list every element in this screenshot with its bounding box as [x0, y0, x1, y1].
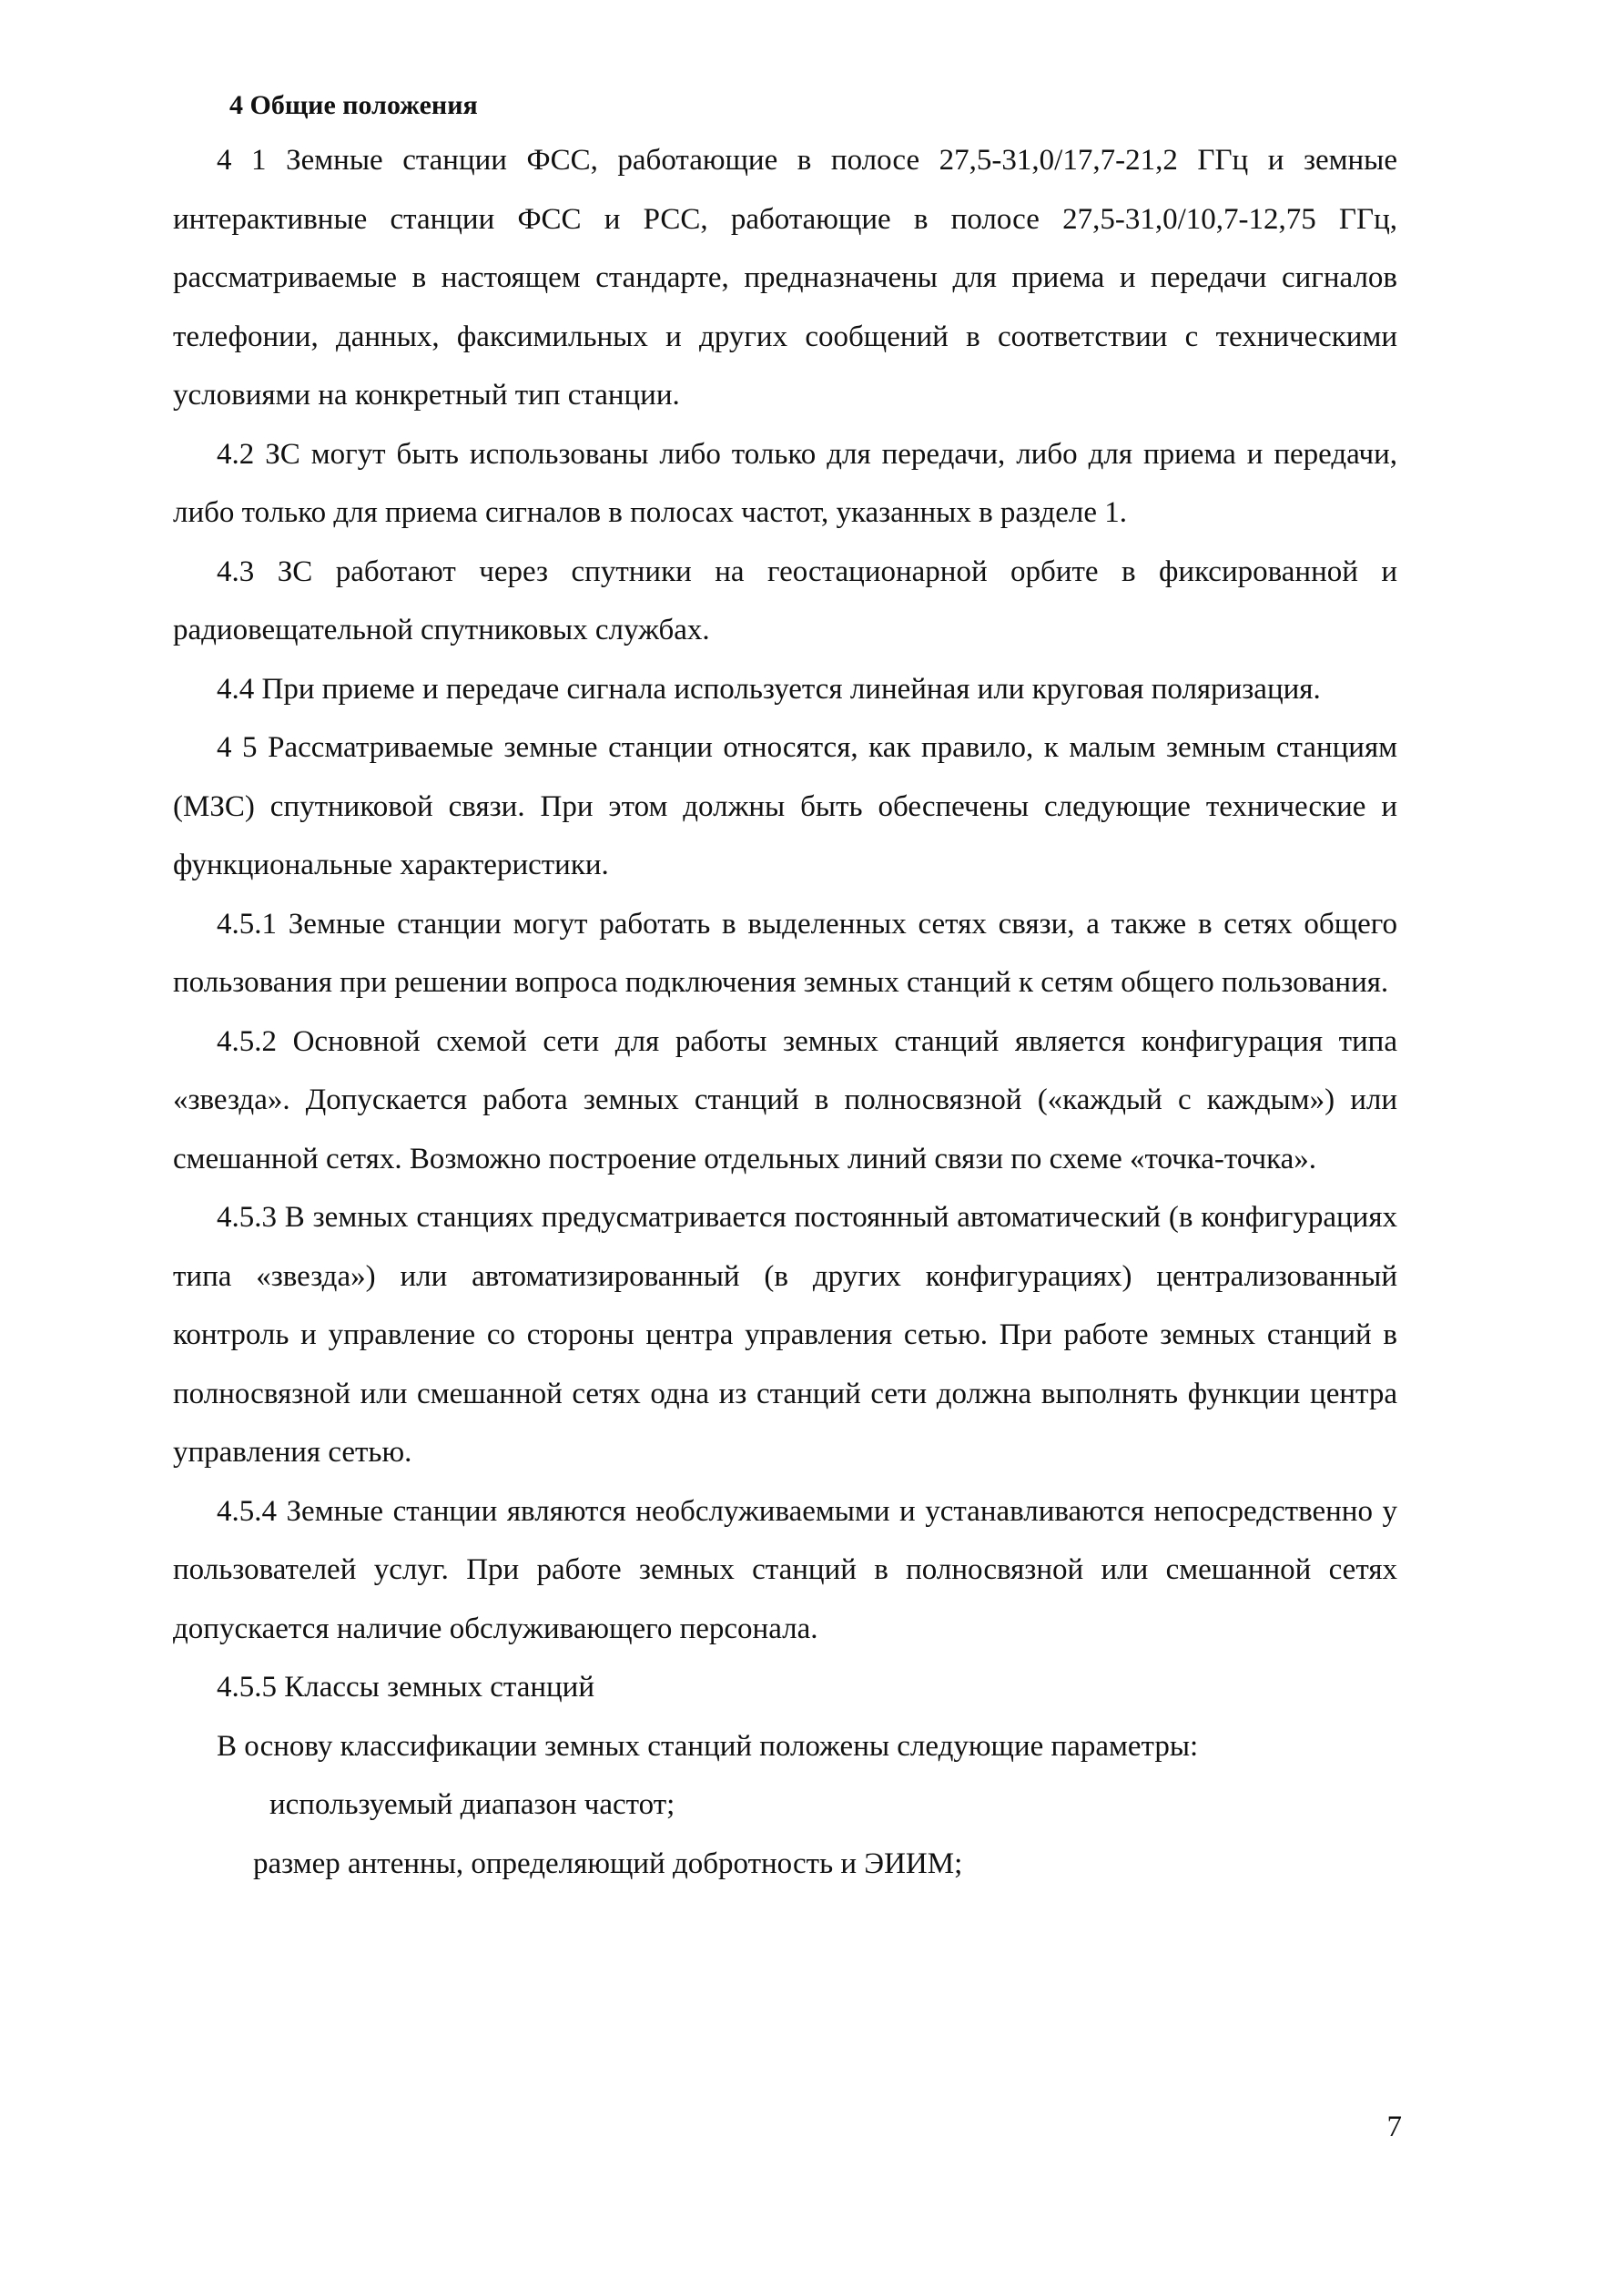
paragraph-4-5-2: 4.5.2 Основной схемой сети для работы земных станций является конфигурация типа «звезда». Допускается работа земных станций в полносвязной («каждый с каждым») или смешанной сетях. Возможно построение отдельных линий связи по схеме «точка-точка».: [173, 1024, 1397, 1175]
classification-item-frequency: используемый диапазон частот;: [269, 1788, 675, 1821]
classification-lead: В основу классификации земных станций положены следующие параметры:: [217, 1729, 1199, 1763]
paragraph-4-1: 4 1 Земные станции ФСС, работающие в полосе 27,5-31,0/17,7-21,2 ГГц и земные интерактивные станции ФСС и РСС, работающие в полосе 27,5-31,0/10,7-12,75 ГГц, рассматриваемые в настоящем стандарте, предназначены для приема и передачи сигналов телефонии, данных, факсимильных и других сообщений в соответствии с техническими условиями на конкретный тип станции.: [173, 144, 1397, 412]
paragraph-4-5: 4 5 Рассматриваемые земные станции относятся, как правило, к малым земным станциям (МЗС) спутниковой связи. При этом должны быть обеспечены следующие технические и функциональные характеристики.: [173, 731, 1397, 881]
paragraph-4-5-5: 4.5.5 Классы земных станций: [217, 1671, 594, 1704]
paragraph-4-2: 4.2 ЗС могут быть использованы либо только для передачи, либо для приема и передачи, либо только для приема сигналов в полосах частот, указанных в разделе 1.: [173, 437, 1397, 529]
paragraph-4-3: 4.3 ЗС работают через спутники на геостационарной орбите в фиксированной и радиовещательной спутниковых службах.: [173, 554, 1397, 646]
paragraph-4-5-4: 4.5.4 Земные станции являются необслуживаемыми и устанавливаются непосредственно у пользователей услуг. При работе земных станций в полносвязной или смешанной сетях допускается наличие обслуживающего персонала.: [173, 1494, 1397, 1645]
paragraph-4-4: 4.4 При приеме и передаче сигнала используется линейная или круговая поляризация.: [217, 672, 1321, 706]
page-content: [173, 84, 1397, 1893]
section-heading: 4 Общие положения: [229, 90, 478, 120]
paragraph-4-5-1: 4.5.1 Земные станции могут работать в выделенных сетях связи, а также в сетях общего пользования при решении вопроса подключения земных станций к сетям общего пользования.: [173, 907, 1397, 999]
page-number: 7: [1386, 2111, 1402, 2143]
classification-item-antenna: размер антенны, определяющий добротность и ЭИИМ;: [253, 1847, 963, 1880]
paragraph-4-5-3: 4.5.3 В земных станциях предусматривается постоянный автоматический (в конфигурациях типа «звезда») или автоматизированный (в других конфигурациях) централизованный контроль и управление со стороны центра управления сетью. При работе земных станций в полносвязной или смешанной сетях одна из станций сети должна выполнять функции центра управления сетью.: [173, 1201, 1397, 1469]
